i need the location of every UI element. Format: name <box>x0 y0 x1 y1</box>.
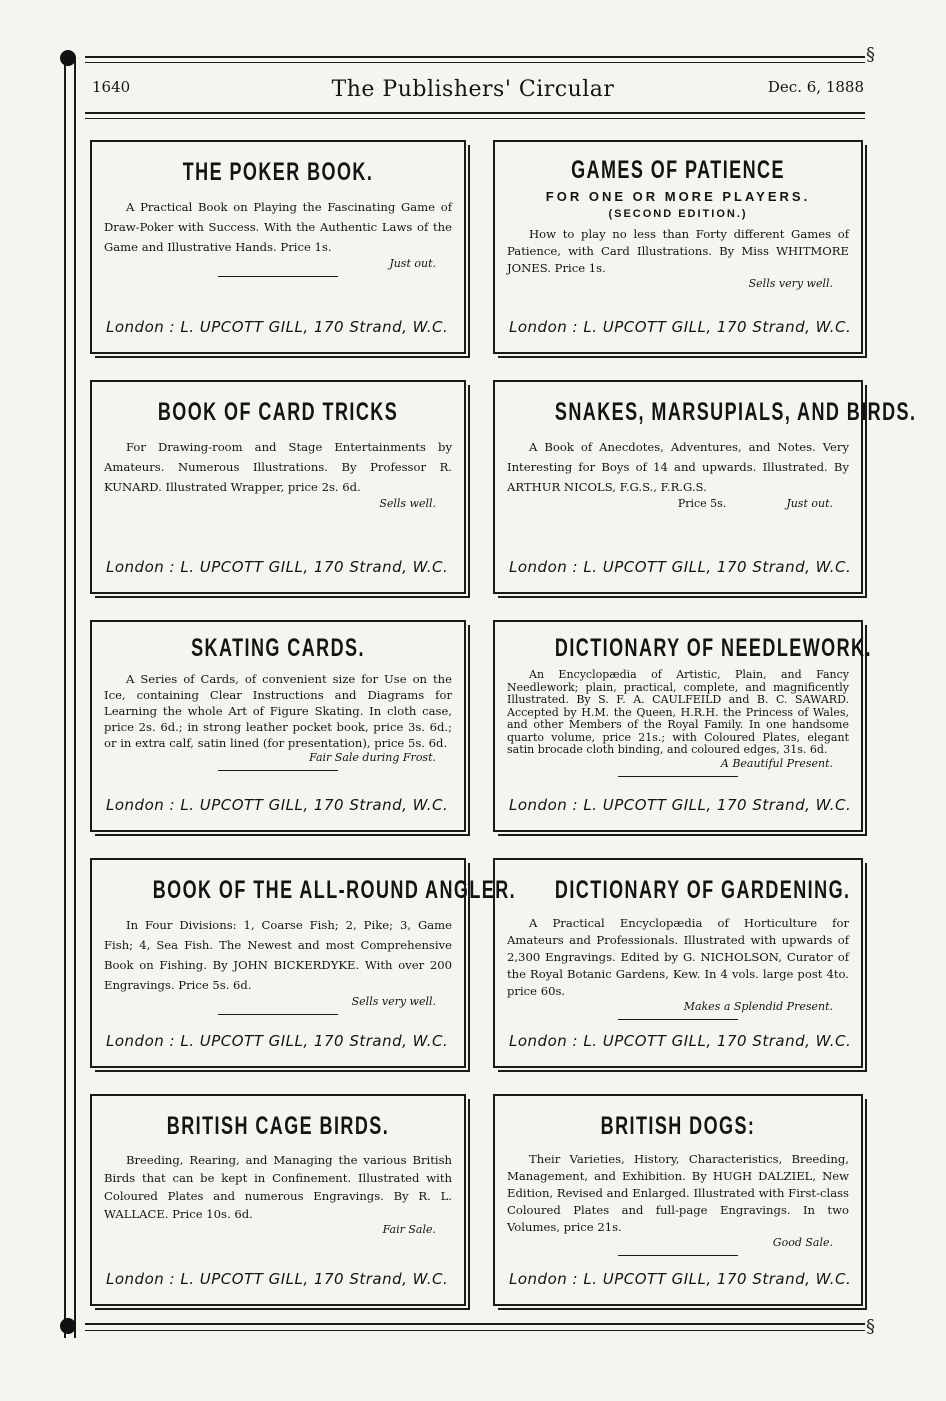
ad-imprint: London : L. UPCOTT GILL, 170 Strand, W.C. <box>106 1270 449 1288</box>
ad-note: Just out. <box>389 257 436 270</box>
ad-body: How to play no less than Forty different Games of Patience, with Card Illustrations. By Miss WHITMORE JONES. Price 1s. <box>507 227 849 275</box>
ad-divider <box>618 1255 738 1256</box>
issue-date: Dec. 6, 1888 <box>767 78 864 96</box>
ad-british-cage-birds <box>90 1094 466 1306</box>
ad-note: Fair Sale during Frost. <box>309 751 436 764</box>
ad-body: A Practical Book on Playing the Fascinating Game of Draw-Poker with Success. With the Authentic Laws of the Game and Illustrative Hands. Price 1s. <box>104 200 452 254</box>
ad-title: DICTIONARY OF GARDENING. <box>554 876 851 904</box>
ad-title: BRITISH DOGS: <box>600 1112 756 1140</box>
ad-games-of-patience <box>493 140 863 354</box>
ad-body: An Encyclopædia of Artistic, Plain, and Fancy Needlework; plain, practical, complete, and magnificently Illustrated. By S. F. A. CAULFEILD and B. C. SAWARD. Accepted by H.M. the Queen, H.R.H. the Princess of Wales, and other Members of the Royal Family. In one handsome quarto volume, price 21s.; with Coloured Plates, elegant satin brocade cloth binding, and coloured edges, 31s. 6d. <box>507 668 849 756</box>
ad-british-dogs <box>493 1094 863 1306</box>
ad-title: SKATING CARDS. <box>191 634 365 662</box>
ad-card-tricks <box>90 380 466 594</box>
top-rule-thin <box>85 62 865 63</box>
ad-title: SNAKES, MARSUPIALS, AND BIRDS. <box>554 398 917 426</box>
ad-dictionary-gardening <box>493 858 863 1068</box>
ornament-dot-bottom <box>60 1318 76 1334</box>
ad-imprint: London : L. UPCOTT GILL, 170 Strand, W.C. <box>106 1032 449 1050</box>
ad-note: Sells very well. <box>351 995 436 1008</box>
bottom-rule <box>85 1323 865 1325</box>
header-rule <box>85 112 865 114</box>
ad-imprint: London : L. UPCOTT GILL, 170 Strand, W.C. <box>106 318 449 336</box>
ad-note: Fair Sale. <box>382 1223 436 1236</box>
ad-title: BOOK OF THE ALL-ROUND ANGLER. <box>152 876 517 904</box>
ad-edition: (SECOND EDITION.) <box>608 208 748 220</box>
ad-divider <box>218 1014 338 1015</box>
ad-imprint: London : L. UPCOTT GILL, 170 Strand, W.C. <box>106 796 449 814</box>
ad-note: Good Sale. <box>772 1236 833 1249</box>
ad-dictionary-needlework <box>493 620 872 832</box>
ornament-curl-bottom: § <box>866 1316 875 1337</box>
ornament-curl-top: § <box>866 44 875 65</box>
header-rule-thin <box>85 118 865 119</box>
page-title: The Publishers' Circular <box>331 77 615 102</box>
ad-body: For Drawing-room and Stage Entertainments by Amateurs. Numerous Illustrations. By Professor R. KUNARD. Illustrated Wrapper, price 2s. 6d. <box>104 440 452 494</box>
ad-imprint: London : L. UPCOTT GILL, 170 Strand, W.C. <box>509 558 852 576</box>
ad-divider <box>618 1019 738 1020</box>
ad-skating-cards <box>90 620 466 832</box>
ad-title: BOOK OF CARD TRICKS <box>157 398 399 426</box>
ad-note: Just out. <box>786 497 833 510</box>
ad-price: Price 5s. <box>677 497 727 510</box>
ad-divider <box>218 770 338 771</box>
ad-body: In Four Divisions: 1, Coarse Fish; 2, Pike; 3, Game Fish; 4, Sea Fish. The Newest and most Comprehensive Book on Fishing. By JOHN BICKERDYKE. With over 200 Engravings. Price 5s. 6d. <box>104 918 452 992</box>
ad-imprint: London : L. UPCOTT GILL, 170 Strand, W.C. <box>509 1032 852 1050</box>
ad-body: Breeding, Rearing, and Managing the various British Birds that can be kept in Confinement. Illustrated with Coloured Plates and numerous Engravings. By R. L. WALLACE. Price 10s. 6d. <box>104 1153 452 1221</box>
ad-imprint: London : L. UPCOTT GILL, 170 Strand, W.C. <box>106 558 449 576</box>
ad-divider <box>218 276 338 277</box>
ad-imprint: London : L. UPCOTT GILL, 170 Strand, W.C. <box>509 1270 852 1288</box>
ad-divider <box>618 776 738 777</box>
ad-title: GAMES OF PATIENCE <box>571 156 785 184</box>
ad-imprint: London : L. UPCOTT GILL, 170 Strand, W.C. <box>509 318 852 336</box>
ad-body: A Series of Cards, of convenient size for Use on the Ice, containing Clear Instructions and Diagrams for Learning the whole Art of Figure Skating. In cloth case, price 2s. 6d.; in strong leather pocket book, price 3s. 6d.; or in extra calf, satin lined (for presentation), price 5s. 6d. <box>104 672 452 750</box>
ad-title: BRITISH CAGE BIRDS. <box>166 1112 390 1140</box>
top-rule <box>85 56 865 58</box>
ad-all-round-angler <box>90 858 517 1068</box>
ad-body: Their Varieties, History, Characteristics, Breeding, Management, and Exhibition. By HUGH DALZIEL, New Edition, Revised and Enlarged. Illustrated with First-class Coloured Plates and full-page Engravings. In two Volumes, price 21s. <box>507 1152 849 1234</box>
ad-title: THE POKER BOOK. <box>182 158 374 186</box>
ad-note: Sells very well. <box>748 277 833 290</box>
ad-title: DICTIONARY OF NEEDLEWORK. <box>554 634 872 662</box>
ad-poker-book <box>90 140 466 354</box>
ornament-dot-top <box>60 50 76 66</box>
ad-imprint: London : L. UPCOTT GILL, 170 Strand, W.C. <box>509 796 852 814</box>
ad-note: Makes a Splendid Present. <box>683 1000 833 1013</box>
page-number: 1640 <box>92 78 131 96</box>
ad-body: A Practical Encyclopædia of Horticulture for Amateurs and Professionals. Illustrated with upwards of 2,300 Engravings. Edited by G. NICHOLSON, Curator of the Royal Botanic Gardens, Kew. In 4 vols. large post 4to. price 60s. <box>507 916 849 998</box>
ad-note: A Beautiful Present. <box>720 756 833 770</box>
ad-note: Sells well. <box>379 497 436 510</box>
left-border <box>64 58 76 1338</box>
bottom-rule-thin <box>85 1330 865 1331</box>
ad-subtitle: FOR ONE OR MORE PLAYERS. <box>545 189 811 204</box>
ad-snakes-marsupials <box>493 380 917 594</box>
ad-body: A Book of Anecdotes, Adventures, and Notes. Very Interesting for Boys of 14 and upwards. Illustrated. By ARTHUR NICOLS, F.G.S., F.R.G.S. <box>507 440 849 494</box>
